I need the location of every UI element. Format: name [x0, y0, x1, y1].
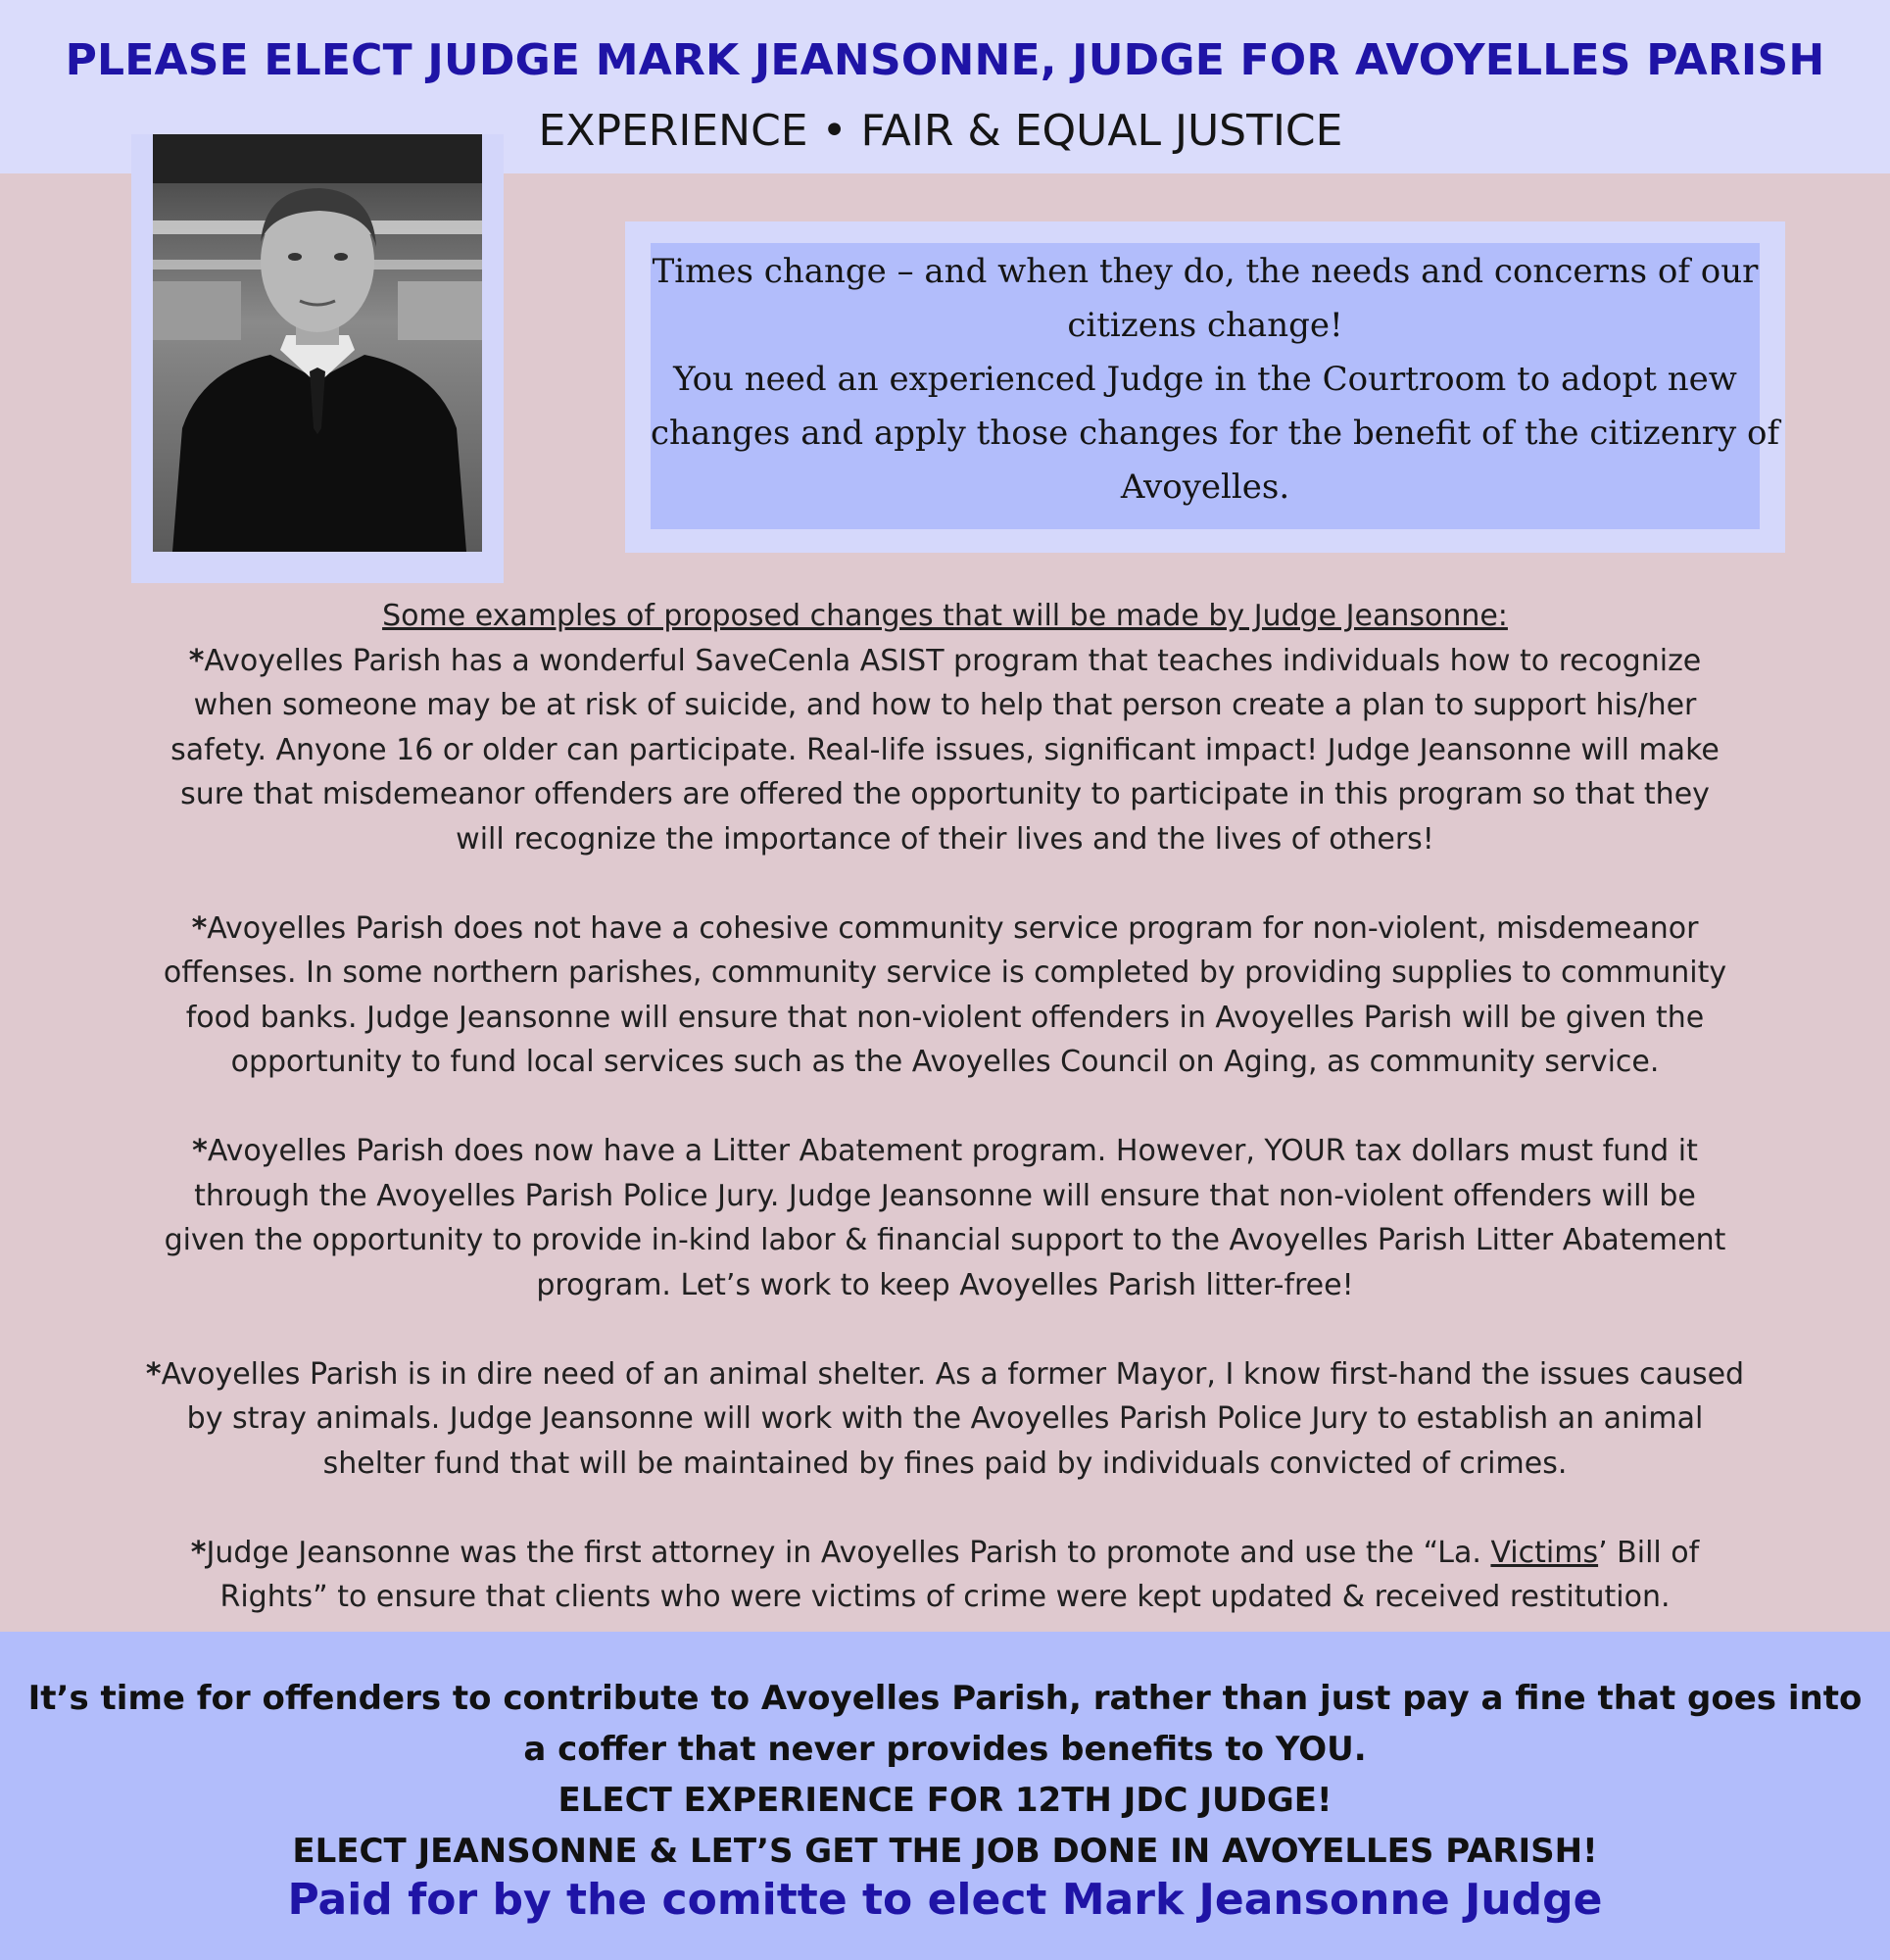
- closing-line: a coffer that never provides benefits to YOU.: [523, 1730, 1367, 1769]
- bullet: *: [191, 910, 208, 946]
- bullet: *: [192, 1134, 208, 1168]
- tagline: EXPERIENCE • FAIR & EQUAL JUSTICE: [538, 106, 1343, 156]
- change-line: Avoyelles Parish does now have a Litter Abatement program. However, YOUR tax dollars must fund it: [207, 1134, 1698, 1168]
- change-item-victims-rights: [59, 1531, 1831, 1620]
- change-line: sure that misdemeanor offenders are offered the opportunity to participate in this program so that they: [180, 777, 1710, 811]
- change-line: Judge Jeansonne was the first attorney in Avoyelles Parish to promote and use the “La.: [206, 1535, 1491, 1570]
- change-item-animal-shelter: [59, 1352, 1831, 1487]
- proposed-changes: [59, 594, 1831, 1620]
- change-line: Avoyelles Parish does not have a cohesive community service program for non-violent, misdemeanor: [207, 910, 1699, 946]
- change-item-community-service: [59, 906, 1831, 1085]
- change-line: Avoyelles Parish is in dire need of an animal shelter. As a former Mayor, I know first-hand the issues caused: [161, 1356, 1745, 1392]
- quote-line: changes and apply those changes for the benefit of the citizenry of: [651, 414, 1780, 453]
- paid-for-disclaimer: Paid for by the comitte to elect Mark Jeansonne Judge: [287, 1875, 1603, 1925]
- closing-line: It’s time for offenders to contribute to Avoyelles Parish, rather than just pay a fine that goes into: [27, 1679, 1863, 1718]
- footer-band: [0, 1632, 1890, 1960]
- change-line: by stray animals. Judge Jeansonne will work with the Avoyelles Parish Police Jury to establish an animal: [186, 1401, 1704, 1436]
- quote-line: You need an experienced Judge in the Courtroom to adopt new: [673, 360, 1737, 399]
- quote-line: citizens change!: [1067, 306, 1343, 345]
- bullet: *: [145, 1356, 162, 1392]
- bullet: *: [188, 643, 205, 678]
- change-item-litter-abatement: [59, 1129, 1831, 1307]
- change-line: Rights” to ensure that clients who were victims of crime were kept updated & received restitution.: [219, 1580, 1671, 1614]
- closing-line: ELECT EXPERIENCE FOR 12TH JDC JUDGE!: [557, 1781, 1333, 1820]
- change-line: shelter fund that will be maintained by fines paid by individuals convicted of crimes.: [322, 1446, 1568, 1481]
- change-item-asist: [59, 639, 1831, 862]
- change-line: program. Let’s work to keep Avoyelles Parish litter-free!: [536, 1267, 1354, 1302]
- change-line: through the Avoyelles Parish Police Jury. Judge Jeansonne will ensure that non-violent offenders will be: [194, 1178, 1696, 1213]
- candidate-photo: [153, 134, 482, 552]
- victims-underlined: Victims: [1490, 1535, 1599, 1570]
- closing-statement: [0, 1673, 1890, 1877]
- change-line: given the opportunity to provide in-kind labor & financial support to the Avoyelles Parish Litter Abatement: [164, 1223, 1726, 1257]
- portrait-illustration: [153, 134, 482, 552]
- change-line: Avoyelles Parish has a wonderful SaveCenla ASIST program that teaches individuals how to recognize: [204, 643, 1702, 678]
- quote-text: [651, 243, 1780, 529]
- change-line: offenses. In some northern parishes, community service is completed by providing supplies to community: [163, 956, 1727, 990]
- changes-intro: Some examples of proposed changes that will be made by Judge Jeansonne:: [382, 599, 1508, 633]
- quote-box: [625, 221, 1785, 553]
- quote-line: Times change – and when they do, the needs and concerns of our: [652, 252, 1759, 291]
- change-line: when someone may be at risk of suicide, and how to help that person create a plan to support his/her: [193, 688, 1697, 722]
- closing-line: ELECT JEANSONNE & LET’S GET THE JOB DONE IN AVOYELLES PARISH!: [292, 1832, 1598, 1871]
- quote-line: Avoyelles.: [1120, 467, 1290, 507]
- change-line: ’ Bill of: [1598, 1535, 1700, 1570]
- photo-frame: [131, 134, 504, 583]
- change-line: safety. Anyone 16 or older can participate. Real-life issues, significant impact! Judge Jeansonne will make: [170, 732, 1720, 767]
- headline: PLEASE ELECT JUDGE MARK JEANSONNE, JUDGE FOR AVOYELLES PARISH: [65, 35, 1825, 85]
- bullet: *: [190, 1535, 207, 1570]
- change-line: food banks. Judge Jeansonne will ensure that non-violent offenders in Avoyelles Parish will be given the: [185, 1000, 1705, 1035]
- change-line: will recognize the importance of their lives and the lives of others!: [456, 821, 1434, 857]
- change-line: opportunity to fund local services such as the Avoyelles Council on Aging, as community service.: [230, 1045, 1660, 1079]
